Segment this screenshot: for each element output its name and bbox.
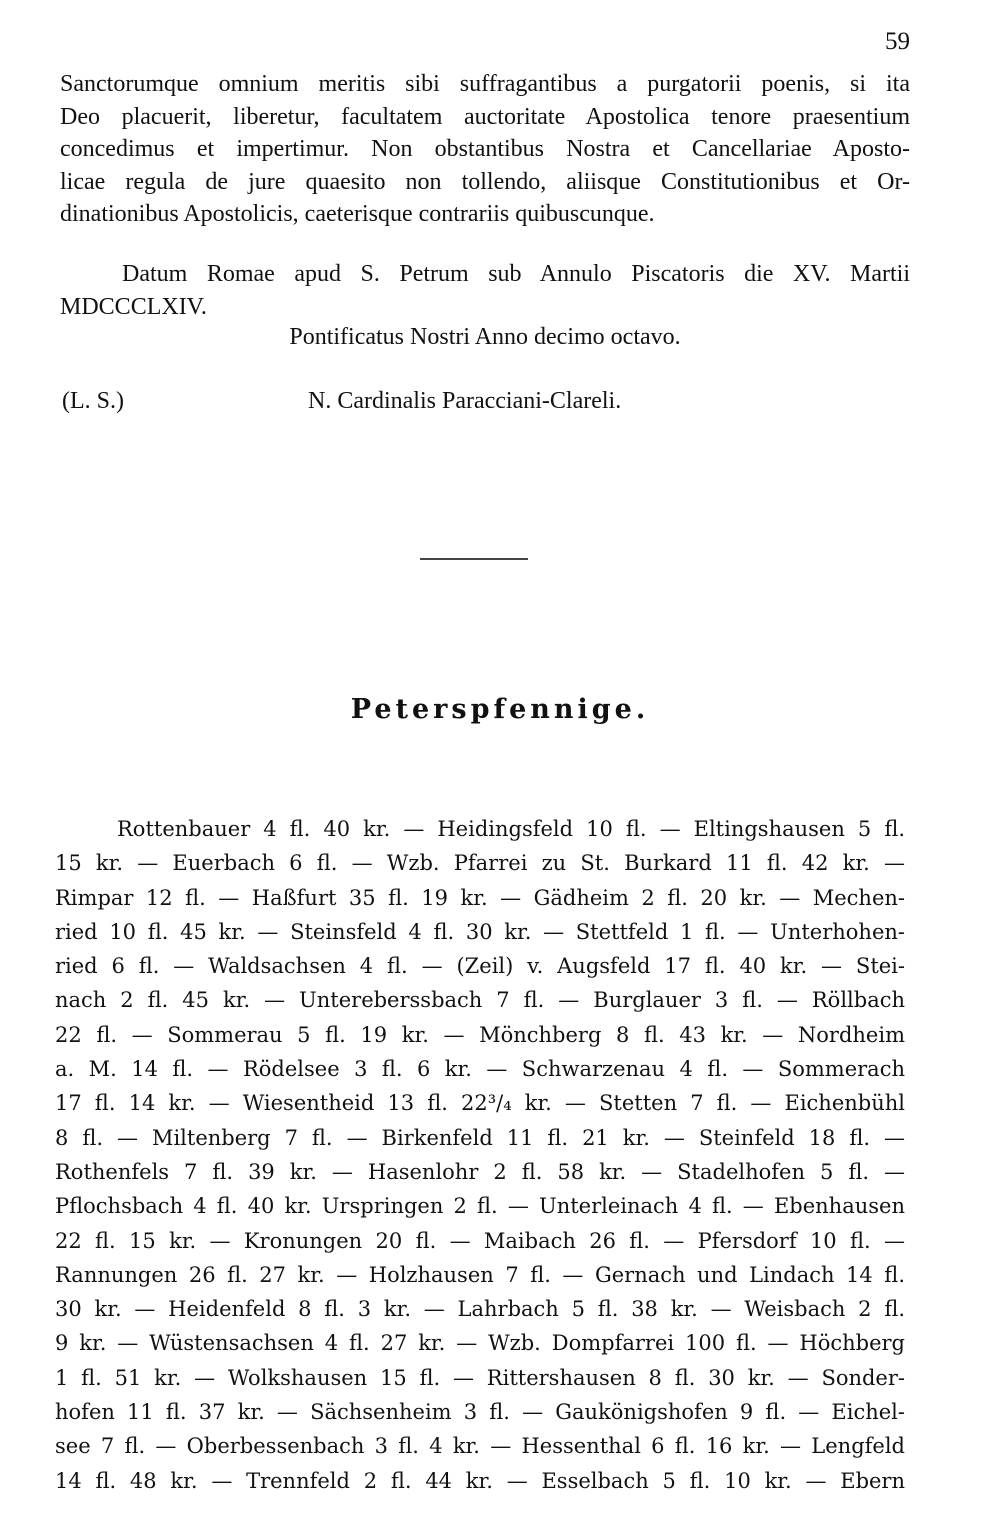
donation-line: Rimpar 12 fl. — Haßfurt 35 fl. 19 kr. — Gädheim 2 fl. 20 kr. — Mechen- (55, 885, 905, 910)
latin-line: Sanctorumque omnium meritis sibi suffragantibus a purgatorii poenis, si ita (60, 71, 910, 97)
latin-line: licae regula de jure quaesito non tollendo, aliisque Constitutionibus et Or- (60, 168, 910, 195)
donation-line: Rothenfels 7 fl. 39 kr. — Hasenlohr 2 fl. 58 kr. — Stadelhofen 5 fl. — (55, 1159, 905, 1184)
donation-line: 15 kr. — Euerbach 6 fl. — Wzb. Pfarrei zu St. Burkard 11 fl. 42 kr. — (55, 851, 905, 876)
donation-line: 9 kr. — Wüstensachsen 4 fl. 27 kr. — Wzb. Dompfarrei 100 fl. — Höchberg (55, 1331, 905, 1356)
datum-paragraph (60, 258, 910, 323)
page-number: 59 (885, 28, 910, 55)
datum-line: MDCCCLXIV. (60, 293, 207, 320)
donation-line: 30 kr. — Heidenfeld 8 fl. 3 kr. — Lahrbach 5 fl. 38 kr. — Weisbach 2 fl. (55, 1297, 905, 1322)
latin-line: Deo placuerit, liberetur, facultatem auctoritate Apostolica tenore praesentium (60, 103, 910, 130)
donation-line: nach 2 fl. 45 kr. — Untereberssbach 7 fl. — Burglauer 3 fl. — Röllbach (55, 988, 905, 1013)
datum-line: Datum Romae apud S. Petrum sub Annulo Piscatoris die XV. Martii (122, 261, 910, 287)
donation-line: 14 fl. 48 kr. — Trennfeld 2 fl. 44 kr. — Esselbach 5 fl. 10 kr. — Ebern (55, 1468, 905, 1493)
donation-line: 22 fl. 15 kr. — Kronungen 20 fl. — Maibach 26 fl. — Pfersdorf 10 fl. — (55, 1228, 905, 1253)
donation-line: 1 fl. 51 kr. — Wolkshausen 15 fl. — Rittershausen 8 fl. 30 kr. — Sonder- (55, 1365, 905, 1390)
cardinal-signature: N. Cardinalis Paracciani-Clareli. (308, 388, 622, 414)
donation-line: see 7 fl. — Oberbessenbach 3 fl. 4 kr. — Hessenthal 6 fl. 16 kr. — Lengfeld (55, 1434, 905, 1459)
latin-line: dinationibus Apostolicis, caeterisque contrariis quibuscunque. (60, 201, 655, 227)
seal-mark: (L. S.) (62, 388, 124, 414)
pontificatus-line: Pontificatus Nostri Anno decimo octavo. (289, 324, 681, 350)
donation-list (55, 812, 905, 1498)
latin-paragraph (60, 68, 910, 231)
donation-line: Rannungen 26 fl. 27 kr. — Holzhausen 7 fl. — Gernach und Lindach 14 fl. (55, 1262, 905, 1287)
donation-line: 22 fl. — Sommerau 5 fl. 19 kr. — Mönchberg 8 fl. 43 kr. — Nordheim (55, 1022, 905, 1047)
section-heading: Peterspfennige. (350, 694, 650, 725)
donation-line: ried 10 fl. 45 kr. — Steinsfeld 4 fl. 30 kr. — Stettfeld 1 fl. — Unterhohen- (55, 919, 905, 944)
donation-line: Pflochsbach 4 fl. 40 kr. Urspringen 2 fl. — Unterleinach 4 fl. — Ebenhausen (55, 1194, 905, 1219)
section-divider (420, 558, 528, 560)
donation-line: hofen 11 fl. 37 kr. — Sächsenheim 3 fl. — Gaukönigshofen 9 fl. — Eichel- (55, 1400, 905, 1425)
latin-line: concedimus et impertimur. Non obstantibus Nostra et Cancellariae Aposto- (60, 136, 910, 162)
donation-line: ried 6 fl. — Waldsachsen 4 fl. — (Zeil) v. Augsfeld 17 fl. 40 kr. — Stei- (55, 954, 905, 979)
donation-line: 17 fl. 14 kr. — Wiesentheid 13 fl. 22³/₄ kr. — Stetten 7 fl. — Eichenbühl (55, 1091, 905, 1116)
donation-line: Rottenbauer 4 fl. 40 kr. — Heidingsfeld 10 fl. — Eltingshausen 5 fl. (117, 817, 905, 841)
donation-line: a. M. 14 fl. — Rödelsee 3 fl. 6 kr. — Schwarzenau 4 fl. — Sommerach (55, 1057, 905, 1082)
donation-line: 8 fl. — Miltenberg 7 fl. — Birkenfeld 11 fl. 21 kr. — Steinfeld 18 fl. — (55, 1125, 905, 1150)
